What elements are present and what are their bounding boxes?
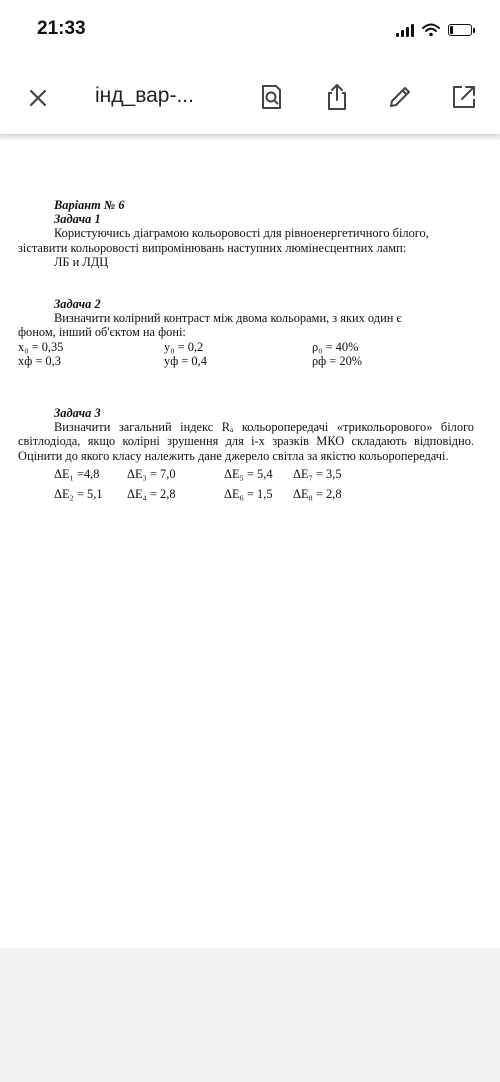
task2-row [18, 340, 474, 354]
status-icons [396, 22, 472, 38]
status-time: 21:33 [37, 18, 86, 39]
search-document-icon[interactable] [256, 82, 286, 112]
task2-value: x₀ = 0,35 [18, 339, 64, 354]
variant-heading: Варіант № 6 [54, 198, 125, 212]
task2-value: ρф = 20% [312, 353, 363, 368]
task2-line: Визначити колірний контраст між двома кольорами, з яких один є [54, 311, 402, 326]
wifi-icon [422, 23, 440, 37]
task1-line: ЛБ и ЛДЦ [54, 254, 109, 269]
spacer [18, 269, 474, 297]
task1-title: Задача 1 [54, 212, 101, 227]
task2-value: xф = 0,3 [18, 353, 61, 368]
viewer-background [0, 948, 500, 1082]
task3-value: ΔE₈ = 2,8 [293, 487, 342, 502]
battery-level [450, 26, 453, 34]
share-icon[interactable] [322, 82, 352, 112]
task3-title: Задача 3 [54, 406, 101, 421]
document-page [0, 140, 500, 948]
task3-value: ΔE₆ = 1,5 [224, 487, 273, 502]
status-bar [0, 0, 500, 62]
task3-value: ΔE₄ = 2,8 [127, 487, 176, 502]
task3-row [18, 467, 474, 481]
task1-line: зіставити кольоровості випромінювань наступних люмінесцентних ламп: [18, 240, 407, 255]
close-icon[interactable] [24, 84, 52, 112]
task3-row [18, 487, 474, 501]
task2-title: Задача 2 [54, 297, 101, 312]
task2-value: y₀ = 0,2 [164, 339, 204, 354]
task3-value: ΔE₅ = 5,4 [224, 466, 273, 481]
task1-line: Користуючись діаграмою кольоровості для рівноенергетичного білого, [54, 226, 429, 241]
battery-icon [448, 24, 472, 36]
signal-icon [396, 24, 414, 37]
task2-line: фоном, інший об'єктом на фоні: [18, 325, 186, 340]
task3-value: ΔE₇ = 3,5 [293, 466, 342, 481]
spacer [18, 368, 474, 406]
task2-row [18, 354, 474, 368]
task3-value: ΔE₁ =4,8 [54, 466, 100, 481]
document-body [18, 198, 474, 501]
task2-value: yф = 0,4 [164, 353, 207, 368]
open-external-icon[interactable] [449, 82, 479, 112]
task3-text: Визначити загальний індекс Rₐ кольоропередачі «трикольорового» білого світлодіода, якщо колірні зрушення для і-х зразків МКО складають відповідно. Оцінити до якого класу належить дане джерело світла за якістю кольоропередачі. [18, 420, 474, 463]
task3-value: ΔE₂ = 5,1 [54, 487, 103, 502]
document-title: інд_вар-... [95, 84, 194, 107]
edit-pencil-icon[interactable] [385, 82, 415, 112]
document-toolbar [0, 62, 500, 134]
task3-value: ΔE₃ = 7,0 [127, 466, 176, 481]
task2-value: ρ₀ = 40% [312, 339, 359, 354]
